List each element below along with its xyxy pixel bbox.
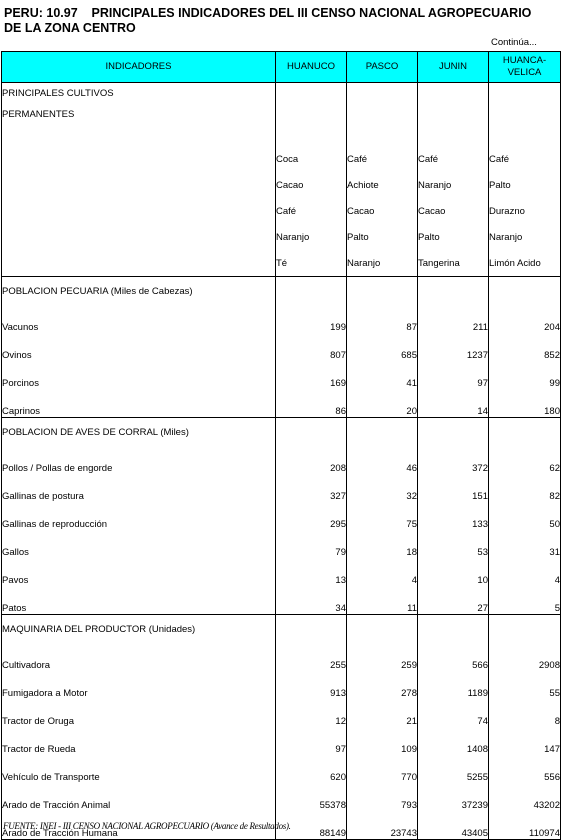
data-row <box>2 586 561 615</box>
crop-row <box>2 224 561 250</box>
value-cell: 31 <box>489 530 561 558</box>
value-cell: 20 <box>347 389 418 418</box>
empty-cell <box>2 125 276 146</box>
value-cell: 208 <box>276 446 347 474</box>
row-label: Tractor de Oruga <box>2 699 276 727</box>
empty-cell <box>347 615 418 644</box>
value-cell: 4 <box>347 558 418 586</box>
crop-cell: Naranjo <box>489 224 561 250</box>
value-cell: 27 <box>418 586 489 615</box>
value-cell: 74 <box>418 699 489 727</box>
data-row <box>2 389 561 418</box>
value-cell: 372 <box>418 446 489 474</box>
value-cell: 87 <box>347 305 418 333</box>
crop-cell: Tangerina <box>418 250 489 277</box>
value-cell: 32 <box>347 474 418 502</box>
crop-cell: Naranjo <box>418 172 489 198</box>
value-cell: 913 <box>276 671 347 699</box>
crop-row <box>2 172 561 198</box>
value-cell: 770 <box>347 755 418 783</box>
value-cell: 34 <box>276 586 347 615</box>
value-cell: 110974 <box>489 811 561 840</box>
empty-cell <box>418 277 489 306</box>
value-cell: 807 <box>276 333 347 361</box>
empty-cell <box>276 418 347 447</box>
value-cell: 97 <box>418 361 489 389</box>
row-label: Ovinos <box>2 333 276 361</box>
value-cell: 147 <box>489 727 561 755</box>
empty-cell <box>276 125 347 146</box>
value-cell: 211 <box>418 305 489 333</box>
crop-cell: Limón Acido <box>489 250 561 277</box>
section-label: POBLACION DE AVES DE CORRAL (Miles) <box>2 418 276 447</box>
value-cell: 255 <box>276 643 347 671</box>
data-row <box>2 727 561 755</box>
value-cell: 21 <box>347 699 418 727</box>
value-cell: 1189 <box>418 671 489 699</box>
value-cell: 1408 <box>418 727 489 755</box>
data-row <box>2 783 561 811</box>
empty-cell <box>418 104 489 125</box>
crop-row <box>2 146 561 172</box>
value-cell: 852 <box>489 333 561 361</box>
section-row <box>2 277 561 306</box>
crop-cell: Coca <box>276 146 347 172</box>
empty-cell <box>2 198 276 224</box>
header-huanuco: HUANUCO <box>276 52 347 83</box>
section-label: POBLACION PECUARIA (Miles de Cabezas) <box>2 277 276 306</box>
value-cell: 5 <box>489 586 561 615</box>
crop-cell: Palto <box>489 172 561 198</box>
empty-cell <box>489 125 561 146</box>
header-huancavelica-1: HUANCA- <box>502 55 547 66</box>
header-junin: JUNIN <box>418 52 489 83</box>
value-cell: 55 <box>489 671 561 699</box>
value-cell: 99 <box>489 361 561 389</box>
continua-note: Continúa... <box>491 37 537 48</box>
crop-cell: Palto <box>418 224 489 250</box>
crop-cell: Durazno <box>489 198 561 224</box>
value-cell: 1237 <box>418 333 489 361</box>
row-label: Vacunos <box>2 305 276 333</box>
value-cell: 685 <box>347 333 418 361</box>
value-cell: 169 <box>276 361 347 389</box>
data-row <box>2 530 561 558</box>
value-cell: 14 <box>418 389 489 418</box>
empty-cell <box>489 277 561 306</box>
row-label: Arado de Tracción Animal <box>2 783 276 811</box>
crop-cell: Achiote <box>347 172 418 198</box>
section-label: PERMANENTES <box>2 104 276 125</box>
row-label: Porcinos <box>2 361 276 389</box>
value-cell: 8 <box>489 699 561 727</box>
crop-cell: Café <box>276 198 347 224</box>
value-cell: 43405 <box>418 811 489 840</box>
section-label: MAQUINARIA DEL PRODUCTOR (Unidades) <box>2 615 276 644</box>
crop-cell: Cacao <box>418 198 489 224</box>
value-cell: 556 <box>489 755 561 783</box>
value-cell: 109 <box>347 727 418 755</box>
empty-cell <box>276 83 347 105</box>
section-row <box>2 104 561 125</box>
value-cell: 204 <box>489 305 561 333</box>
empty-cell <box>2 224 276 250</box>
value-cell: 2908 <box>489 643 561 671</box>
indicators-table <box>1 51 561 840</box>
row-label: Fumigadora a Motor <box>2 671 276 699</box>
row-label: Patos <box>2 586 276 615</box>
value-cell: 793 <box>347 783 418 811</box>
data-row <box>2 558 561 586</box>
value-cell: 13 <box>276 558 347 586</box>
value-cell: 18 <box>347 530 418 558</box>
data-row <box>2 305 561 333</box>
value-cell: 10 <box>418 558 489 586</box>
data-row <box>2 333 561 361</box>
empty-cell <box>276 615 347 644</box>
data-row <box>2 643 561 671</box>
data-row <box>2 755 561 783</box>
value-cell: 46 <box>347 446 418 474</box>
crop-row <box>2 198 561 224</box>
row-label: Gallinas de postura <box>2 474 276 502</box>
empty-cell <box>489 615 561 644</box>
empty-cell <box>418 418 489 447</box>
value-cell: 97 <box>276 727 347 755</box>
value-cell: 50 <box>489 502 561 530</box>
crop-cell: Cacao <box>276 172 347 198</box>
row-label: Arado de Tracción Humana <box>2 811 276 840</box>
row-label: Gallos <box>2 530 276 558</box>
header-row <box>2 52 561 83</box>
row-label: Pollos / Pollas de engorde <box>2 446 276 474</box>
empty-cell <box>2 250 276 277</box>
empty-cell <box>347 277 418 306</box>
page-title <box>4 6 531 36</box>
row-label: Gallinas de reproducción <box>2 502 276 530</box>
data-row <box>2 474 561 502</box>
value-cell: 23743 <box>347 811 418 840</box>
value-cell: 88149 <box>276 811 347 840</box>
value-cell: 37239 <box>418 783 489 811</box>
empty-cell <box>418 83 489 105</box>
crop-cell: Cacao <box>347 198 418 224</box>
spacer-row <box>2 125 561 146</box>
crop-cell: Naranjo <box>347 250 418 277</box>
value-cell: 12 <box>276 699 347 727</box>
value-cell: 53 <box>418 530 489 558</box>
empty-cell <box>347 125 418 146</box>
header-huancavelica <box>489 52 561 83</box>
data-row <box>2 699 561 727</box>
value-cell: 75 <box>347 502 418 530</box>
value-cell: 86 <box>276 389 347 418</box>
value-cell: 133 <box>418 502 489 530</box>
value-cell: 199 <box>276 305 347 333</box>
header-pasco: PASCO <box>347 52 418 83</box>
row-label: Caprinos <box>2 389 276 418</box>
section-row <box>2 615 561 644</box>
crop-cell: Café <box>489 146 561 172</box>
crop-cell: Café <box>418 146 489 172</box>
title-line-2: DE LA ZONA CENTRO <box>4 21 136 35</box>
data-row <box>2 502 561 530</box>
value-cell: 278 <box>347 671 418 699</box>
crop-cell: Naranjo <box>276 224 347 250</box>
empty-cell <box>347 83 418 105</box>
data-row <box>2 446 561 474</box>
title-line-1: PERU: 10.97 PRINCIPALES INDICADORES DEL III CENSO NACIONAL AGROPECUARIO <box>4 6 532 20</box>
value-cell: 55378 <box>276 783 347 811</box>
value-cell: 43202 <box>489 783 561 811</box>
empty-cell <box>2 172 276 198</box>
value-cell: 4 <box>489 558 561 586</box>
row-label: Cultivadora <box>2 643 276 671</box>
crop-cell: Palto <box>347 224 418 250</box>
empty-cell <box>276 104 347 125</box>
value-cell: 620 <box>276 755 347 783</box>
value-cell: 62 <box>489 446 561 474</box>
crop-cell: Té <box>276 250 347 277</box>
value-cell: 259 <box>347 643 418 671</box>
empty-cell <box>2 146 276 172</box>
empty-cell <box>489 418 561 447</box>
row-label: Vehículo de Transporte <box>2 755 276 783</box>
value-cell: 566 <box>418 643 489 671</box>
value-cell: 180 <box>489 389 561 418</box>
header-huancavelica-2: VELICA <box>507 67 542 78</box>
empty-cell <box>418 615 489 644</box>
header-indicadores: INDICADORES <box>2 52 276 83</box>
row-label: Tractor de Rueda <box>2 727 276 755</box>
value-cell: 11 <box>347 586 418 615</box>
empty-cell <box>347 104 418 125</box>
value-cell: 79 <box>276 530 347 558</box>
value-cell: 295 <box>276 502 347 530</box>
section-row <box>2 418 561 447</box>
empty-cell <box>276 277 347 306</box>
value-cell: 151 <box>418 474 489 502</box>
data-row <box>2 671 561 699</box>
value-cell: 5255 <box>418 755 489 783</box>
crop-cell: Café <box>347 146 418 172</box>
data-row <box>2 361 561 389</box>
section-label: PRINCIPALES CULTIVOS <box>2 83 276 105</box>
empty-cell <box>347 418 418 447</box>
value-cell: 41 <box>347 361 418 389</box>
empty-cell <box>418 125 489 146</box>
source-note: FUENTE: INEI - III CENSO NACIONAL AGROPECUARIO (Avance de Resultados). <box>3 821 291 831</box>
crop-row <box>2 250 561 277</box>
row-label: Pavos <box>2 558 276 586</box>
value-cell: 327 <box>276 474 347 502</box>
section-row <box>2 83 561 105</box>
value-cell: 82 <box>489 474 561 502</box>
empty-cell <box>489 104 561 125</box>
empty-cell <box>489 83 561 105</box>
